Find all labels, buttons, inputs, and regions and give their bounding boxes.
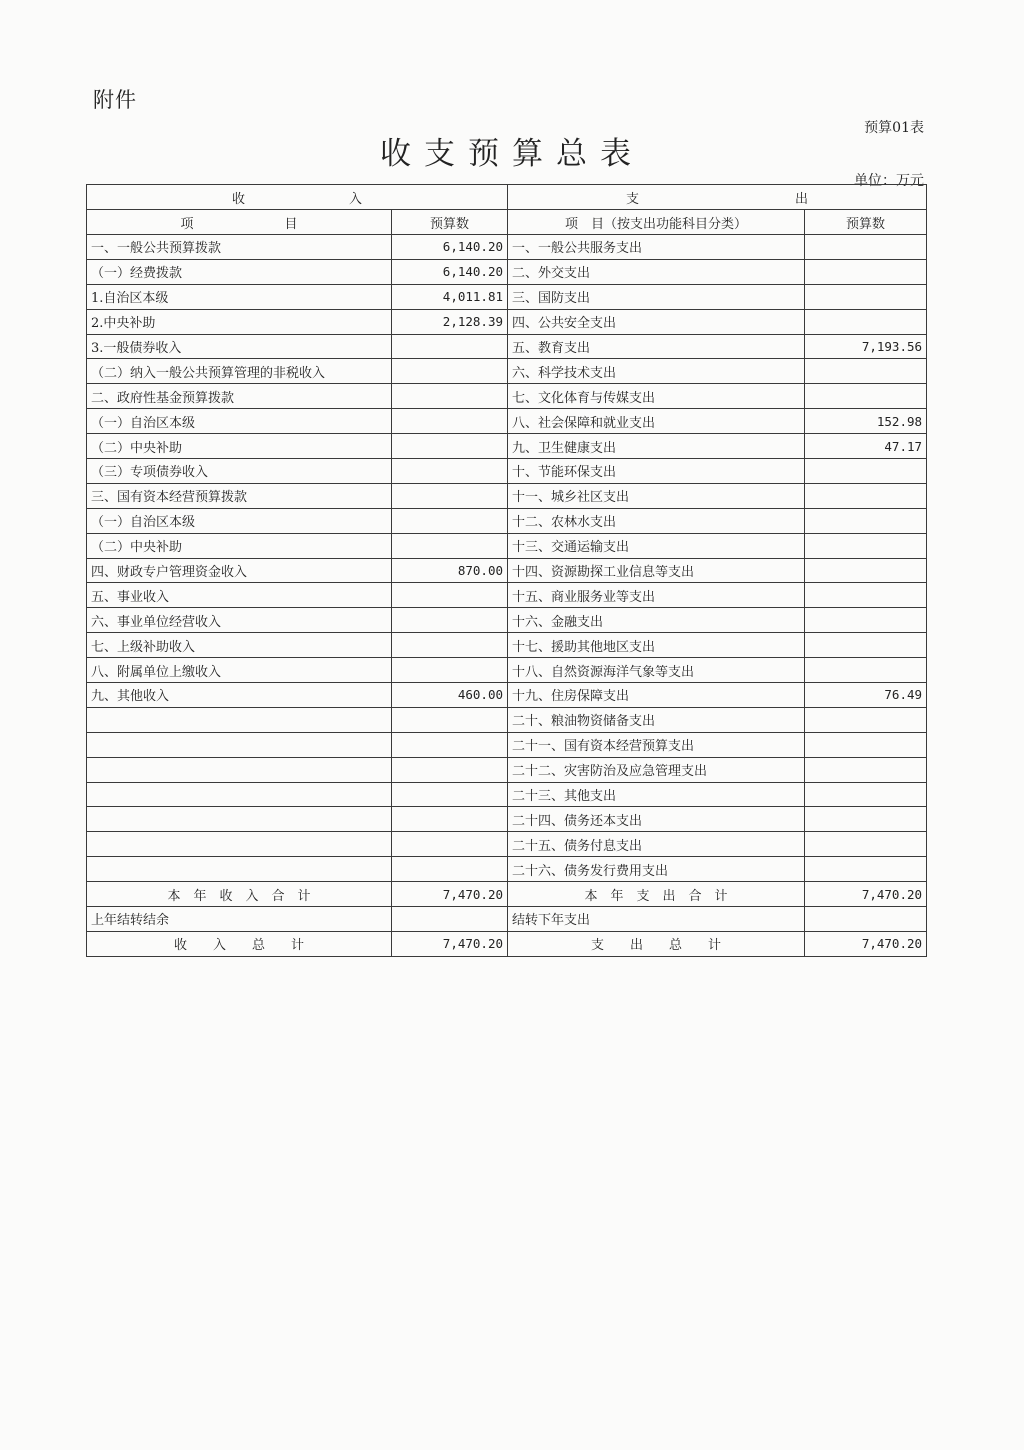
income-amount-cell bbox=[392, 633, 508, 658]
income-amount-cell bbox=[392, 757, 508, 782]
table-row bbox=[87, 359, 927, 384]
table-row bbox=[87, 533, 927, 558]
table-row bbox=[87, 683, 927, 708]
expense-item-cell: 八、社会保障和就业支出 bbox=[508, 409, 805, 434]
expense-amount-cell bbox=[805, 857, 927, 882]
budget-table bbox=[86, 184, 927, 957]
income-amount-cell bbox=[392, 782, 508, 807]
table-row bbox=[87, 409, 927, 434]
income-item-cell: 三、国有资本经营预算拨款 bbox=[87, 483, 392, 508]
expense-item-cell: 十四、资源勘探工业信息等支出 bbox=[508, 558, 805, 583]
expense-amount-cell bbox=[805, 583, 927, 608]
expense-amount-cell bbox=[805, 259, 927, 284]
expense-amount-cell bbox=[805, 359, 927, 384]
table-row bbox=[87, 309, 927, 334]
income-item-cell bbox=[87, 857, 392, 882]
income-item-cell: 五、事业收入 bbox=[87, 583, 392, 608]
income-item-cell: （二）中央补助 bbox=[87, 434, 392, 459]
income-amount-cell bbox=[392, 334, 508, 359]
income-total-amount: 7,470.20 bbox=[392, 882, 508, 907]
total-row bbox=[87, 882, 927, 907]
expense-amount-cell bbox=[805, 633, 927, 658]
income-item-cell bbox=[87, 832, 392, 857]
income-item-cell: （一）自治区本级 bbox=[87, 508, 392, 533]
expense-item-cell: 十三、交通运输支出 bbox=[508, 533, 805, 558]
table-row bbox=[87, 633, 927, 658]
income-amount-cell bbox=[392, 807, 508, 832]
income-total-amount bbox=[392, 907, 508, 932]
form-number: 预算01表 bbox=[864, 120, 924, 136]
expense-amount-cell bbox=[805, 384, 927, 409]
income-item-cell: （二）中央补助 bbox=[87, 533, 392, 558]
income-amount-cell: 6,140.20 bbox=[392, 259, 508, 284]
income-header: 收 入 bbox=[87, 185, 508, 210]
expense-item-cell: 十五、商业服务业等支出 bbox=[508, 583, 805, 608]
table-row bbox=[87, 832, 927, 857]
expense-item-cell: 十二、农林水支出 bbox=[508, 508, 805, 533]
expense-item-cell: 二十一、国有资本经营预算支出 bbox=[508, 732, 805, 757]
expense-total-label: 支 出 总 计 bbox=[508, 931, 805, 956]
expense-amount-cell: 47.17 bbox=[805, 434, 927, 459]
expense-total-label: 结转下年支出 bbox=[508, 907, 805, 932]
income-amount-cell bbox=[392, 384, 508, 409]
income-amount-cell: 6,140.20 bbox=[392, 235, 508, 260]
page-title: 收支预算总表 bbox=[380, 136, 644, 172]
expense-total-amount: 7,470.20 bbox=[805, 931, 927, 956]
col-income-item: 项 目 bbox=[87, 210, 392, 235]
col-expense-amount: 预算数 bbox=[805, 210, 927, 235]
expense-amount-cell bbox=[805, 309, 927, 334]
income-item-cell: （一）经费拨款 bbox=[87, 259, 392, 284]
income-total-label: 收 入 总 计 bbox=[87, 931, 392, 956]
table-row bbox=[87, 857, 927, 882]
table-row bbox=[87, 757, 927, 782]
table-row bbox=[87, 434, 927, 459]
expense-amount-cell: 7,193.56 bbox=[805, 334, 927, 359]
expense-item-cell: 十九、住房保障支出 bbox=[508, 683, 805, 708]
col-expense-item: 项 目（按支出功能科目分类） bbox=[508, 210, 805, 235]
income-item-cell: （一）自治区本级 bbox=[87, 409, 392, 434]
col-income-amount: 预算数 bbox=[392, 210, 508, 235]
expense-amount-cell bbox=[805, 807, 927, 832]
column-header-row bbox=[87, 210, 927, 235]
income-amount-cell bbox=[392, 732, 508, 757]
unit-label: 单位：万元 bbox=[854, 173, 924, 189]
expense-amount-cell bbox=[805, 284, 927, 309]
expense-item-cell: 二十三、其他支出 bbox=[508, 782, 805, 807]
income-item-cell: （三）专项债券收入 bbox=[87, 459, 392, 484]
expense-item-cell: 十八、自然资源海洋气象等支出 bbox=[508, 658, 805, 683]
expense-item-cell: 十六、金融支出 bbox=[508, 608, 805, 633]
income-item-cell: 2.中央补助 bbox=[87, 309, 392, 334]
income-amount-cell: 460.00 bbox=[392, 683, 508, 708]
expense-item-cell: 七、文化体育与传媒支出 bbox=[508, 384, 805, 409]
income-amount-cell bbox=[392, 359, 508, 384]
expense-item-cell: 十七、援助其他地区支出 bbox=[508, 633, 805, 658]
expense-total-amount: 7,470.20 bbox=[805, 882, 927, 907]
attachment-label: 附件 bbox=[93, 88, 137, 112]
table-row bbox=[87, 284, 927, 309]
expense-item-cell: 一、一般公共服务支出 bbox=[508, 235, 805, 260]
table-row bbox=[87, 459, 927, 484]
table-row bbox=[87, 508, 927, 533]
expense-item-cell: 十、节能环保支出 bbox=[508, 459, 805, 484]
income-total-label: 上年结转结余 bbox=[87, 907, 392, 932]
expense-amount-cell: 76.49 bbox=[805, 683, 927, 708]
expense-amount-cell bbox=[805, 608, 927, 633]
income-amount-cell: 870.00 bbox=[392, 558, 508, 583]
expense-amount-cell bbox=[805, 782, 927, 807]
table-row bbox=[87, 658, 927, 683]
income-amount-cell: 4,011.81 bbox=[392, 284, 508, 309]
expense-amount-cell bbox=[805, 658, 927, 683]
expense-item-cell: 二十四、债务还本支出 bbox=[508, 807, 805, 832]
income-item-cell: 3.一般债券收入 bbox=[87, 334, 392, 359]
expense-amount-cell bbox=[805, 235, 927, 260]
income-item-cell: 1.自治区本级 bbox=[87, 284, 392, 309]
table-row bbox=[87, 483, 927, 508]
income-amount-cell bbox=[392, 434, 508, 459]
income-amount-cell bbox=[392, 409, 508, 434]
expense-item-cell: 九、卫生健康支出 bbox=[508, 434, 805, 459]
expense-item-cell: 二、外交支出 bbox=[508, 259, 805, 284]
table-row bbox=[87, 334, 927, 359]
income-item-cell bbox=[87, 782, 392, 807]
expense-amount-cell: 152.98 bbox=[805, 409, 927, 434]
income-item-cell: （二）纳入一般公共预算管理的非税收入 bbox=[87, 359, 392, 384]
expense-item-cell: 二十、粮油物资储备支出 bbox=[508, 707, 805, 732]
income-amount-cell bbox=[392, 483, 508, 508]
table-row bbox=[87, 558, 927, 583]
expense-total-label: 本 年 支 出 合 计 bbox=[508, 882, 805, 907]
income-amount-cell bbox=[392, 583, 508, 608]
income-amount-cell bbox=[392, 658, 508, 683]
income-amount-cell bbox=[392, 857, 508, 882]
expense-amount-cell bbox=[805, 459, 927, 484]
total-row bbox=[87, 931, 927, 956]
total-row bbox=[87, 907, 927, 932]
expense-amount-cell bbox=[805, 732, 927, 757]
table-row bbox=[87, 782, 927, 807]
expense-item-cell: 二十六、债务发行费用支出 bbox=[508, 857, 805, 882]
expense-item-cell: 三、国防支出 bbox=[508, 284, 805, 309]
table-row bbox=[87, 235, 927, 260]
income-amount-cell: 2,128.39 bbox=[392, 309, 508, 334]
expense-item-cell: 二十二、灾害防治及应急管理支出 bbox=[508, 757, 805, 782]
income-total-label: 本 年 收 入 合 计 bbox=[87, 882, 392, 907]
income-amount-cell bbox=[392, 707, 508, 732]
expense-amount-cell bbox=[805, 707, 927, 732]
income-item-cell: 一、一般公共预算拨款 bbox=[87, 235, 392, 260]
table-row bbox=[87, 384, 927, 409]
income-item-cell bbox=[87, 732, 392, 757]
income-item-cell bbox=[87, 707, 392, 732]
income-item-cell: 九、其他收入 bbox=[87, 683, 392, 708]
table-row bbox=[87, 732, 927, 757]
table-row bbox=[87, 583, 927, 608]
income-item-cell bbox=[87, 807, 392, 832]
expense-amount-cell bbox=[805, 483, 927, 508]
expense-amount-cell bbox=[805, 558, 927, 583]
expense-item-cell: 六、科学技术支出 bbox=[508, 359, 805, 384]
expense-item-cell: 十一、城乡社区支出 bbox=[508, 483, 805, 508]
table-row bbox=[87, 707, 927, 732]
expense-amount-cell bbox=[805, 508, 927, 533]
table-row bbox=[87, 807, 927, 832]
income-item-cell: 二、政府性基金预算拨款 bbox=[87, 384, 392, 409]
section-header-row bbox=[87, 185, 927, 210]
income-amount-cell bbox=[392, 608, 508, 633]
expense-item-cell: 五、教育支出 bbox=[508, 334, 805, 359]
income-amount-cell bbox=[392, 459, 508, 484]
expense-amount-cell bbox=[805, 757, 927, 782]
income-item-cell: 六、事业单位经营收入 bbox=[87, 608, 392, 633]
expense-amount-cell bbox=[805, 832, 927, 857]
income-item-cell: 七、上级补助收入 bbox=[87, 633, 392, 658]
expense-item-cell: 二十五、债务付息支出 bbox=[508, 832, 805, 857]
income-amount-cell bbox=[392, 533, 508, 558]
expense-header: 支 出 bbox=[508, 185, 927, 210]
income-amount-cell bbox=[392, 508, 508, 533]
income-item-cell: 八、附属单位上缴收入 bbox=[87, 658, 392, 683]
income-amount-cell bbox=[392, 832, 508, 857]
income-item-cell: 四、财政专户管理资金收入 bbox=[87, 558, 392, 583]
expense-amount-cell bbox=[805, 533, 927, 558]
expense-item-cell: 四、公共安全支出 bbox=[508, 309, 805, 334]
table-row bbox=[87, 259, 927, 284]
income-total-amount: 7,470.20 bbox=[392, 931, 508, 956]
table-row bbox=[87, 608, 927, 633]
income-item-cell bbox=[87, 757, 392, 782]
expense-total-amount bbox=[805, 907, 927, 932]
